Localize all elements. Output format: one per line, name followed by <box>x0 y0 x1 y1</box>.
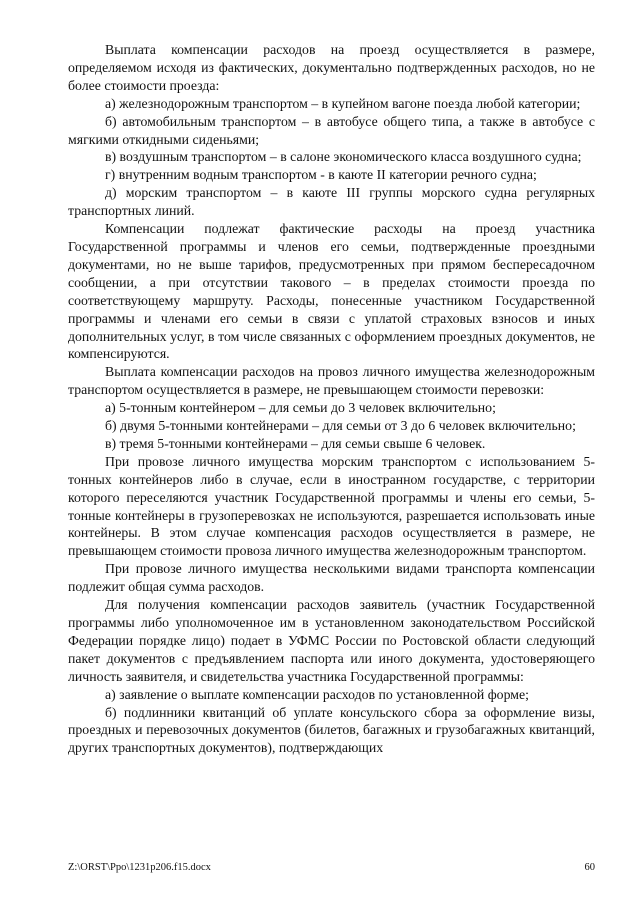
paragraph-compensation-travel-intro: Выплата компенсации расходов на проезд осуществляется в размере, определяемом исходя из фактических, документально подтвержденных расходов, но не более стоимости проезда: <box>68 42 595 93</box>
list-item-inland-water-transport: г) внутренним водным транспортом - в каюте II категории речного судна; <box>105 167 537 183</box>
paragraph-property-transport-intro: Выплата компенсации расходов на провоз личного имущества железнодорожным транспортом осуществляется в размере, не превышающем стоимости перевозки: <box>68 364 595 398</box>
paragraph-sea-transport-containers: При провозе личного имущества морским транспортом с использованием 5-тонных контейнеров либо в случае, если в иностранном государстве, с территории которого переселяются участник Государственной программы и члены его семьи, 5-тонные контейнеры в грузоперевозках не используются, разрешается использовать иные контейнеры. В этом случае компенсация расходов осуществляется в размере, не превышающем стоимости провоза личного имущества железнодорожным транспортом. <box>68 453 595 559</box>
file-path: Z:\ORST\Ppo\1231p206.f15.docx <box>68 862 211 873</box>
paragraph-actual-expenses: Компенсации подлежат фактические расходы на проезд участника Государственной программы и членов его семьи, подтвержденные проездными документами, но не выше тарифов, предусмотренных при прямом беспересадочном сообщении, а при отсутствии такового – в пределах стоимости проезда по соответствующему маршруту. Расходы, понесенные участником Государственной программы и членами его семьи в связи с уплатой страховых взносов и иных дополнительных услуг, в том числе связанных с оформлением проездных документов, не компенсируются. <box>68 221 595 362</box>
list-item-two-containers: б) двумя 5-тонными контейнерами – для семьи от 3 до 6 человек включительно; <box>105 418 576 434</box>
list-item-rail-transport: а) железнодорожным транспортом – в купейном вагоне поезда любой категории; <box>105 95 581 111</box>
list-item-air-transport: в) воздушным транспортом – в салоне экономического класса воздушного судна; <box>105 149 582 165</box>
document-body <box>68 41 595 757</box>
paragraph-multiple-transport: При провозе личного имущества несколькими видами транспорта компенсации подлежит общая сумма расходов. <box>68 561 595 595</box>
list-item-three-containers: в) тремя 5-тонными контейнерами – для семьи свыше 6 человек. <box>105 435 486 451</box>
list-item-receipts: б) подлинники квитанций об уплате консульского сбора за оформление визы, проездных и перевозочных документов (билетов, багажных и грузобагажных квитанций, других транспортных документов), подтверждающих <box>68 704 595 756</box>
list-item-application-form: а) заявление о выплате компенсации расходов по установленной форме; <box>105 686 529 702</box>
paragraph-application-documents: Для получения компенсации расходов заявитель (участник Государственной программы либо уполномоченное им в установленном законодательством Российской Федерации порядке лицо) подает в УФМС России по Ростовской области следующий пакет документов с предъявлением паспорта или иного документа, удостоверяющего личность заявителя, и свидетельства участника Государственной программы: <box>68 597 595 684</box>
list-item-sea-transport: д) морским транспортом – в каюте III группы морского судна регулярных транспортных линий. <box>68 185 595 219</box>
list-item-one-container: а) 5-тонным контейнером – для семьи до 3 человек включительно; <box>105 400 496 416</box>
list-item-road-transport: б) автомобильным транспортом – в автобусе общего типа, а также в автобусе с мягкими откидными сиденьями; <box>68 113 595 147</box>
page-number: 60 <box>584 862 595 873</box>
page-footer <box>68 860 595 876</box>
